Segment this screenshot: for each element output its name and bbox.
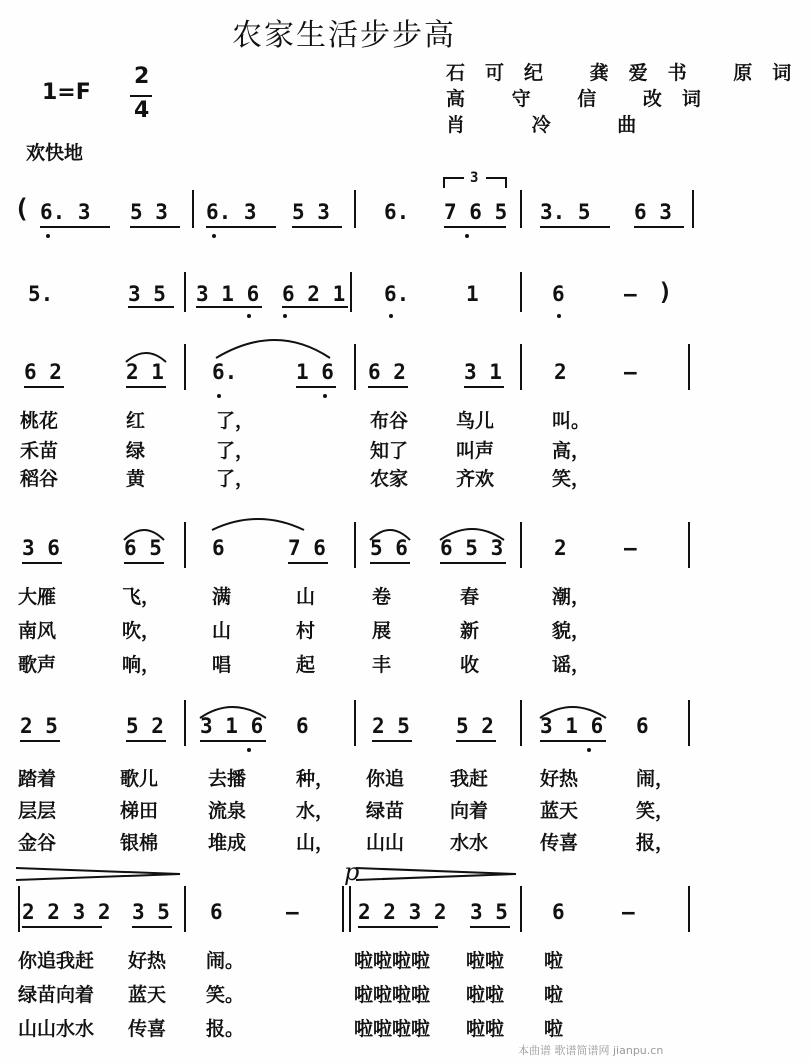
lyric: 了， — [216, 440, 255, 462]
lyric: 报。 — [206, 1018, 245, 1040]
octave-dot — [587, 748, 591, 752]
note: 6 — [210, 900, 223, 924]
note: 2 — [554, 360, 567, 384]
lyric: 山山水水 — [18, 1018, 95, 1040]
rest-dash: — — [624, 360, 637, 384]
lyric: 山， — [296, 832, 335, 854]
note: 5 2 — [456, 714, 494, 738]
watermark: 本曲谱 歌谱简谱网 jianpu.cn — [518, 1044, 664, 1057]
lyric: 啦啦 — [466, 1018, 505, 1040]
lyric: 貌， — [552, 620, 591, 642]
lyric: 农家 — [370, 468, 409, 490]
note: 2 1 — [126, 360, 164, 384]
lyric: 啦啦啦啦 — [354, 950, 431, 972]
lyric: 啦 — [544, 950, 564, 972]
octave-dot — [323, 394, 327, 398]
lyric: 踏着 — [18, 768, 57, 790]
lyric: 传喜 — [128, 1018, 167, 1040]
octave-dot — [247, 314, 251, 318]
note: 3 6 — [22, 536, 60, 560]
lyric: 传喜 — [540, 832, 579, 854]
decrescendo-hairpin — [356, 868, 516, 880]
lyric: 村 — [296, 620, 316, 642]
lyric: 堆成 — [208, 832, 247, 854]
note: 2 2 3 2 — [22, 900, 111, 924]
slur — [440, 529, 504, 540]
rest-dash: — — [624, 536, 637, 560]
lyric: 黄 — [126, 468, 146, 490]
note: 3. 5 — [540, 200, 591, 224]
note: 5 3 — [292, 200, 330, 224]
note: 6 — [636, 714, 649, 738]
tempo-marking: 欢快地 — [26, 142, 84, 164]
lyric: 绿苗向着 — [18, 984, 95, 1006]
lyric: 蓝天 — [540, 800, 579, 822]
lyric: 绿 — [126, 440, 146, 462]
lyric: 银棉 — [120, 832, 159, 854]
note: 6. — [212, 360, 238, 384]
lyric: 你追我赶 — [18, 950, 95, 972]
note: 6 — [552, 900, 565, 924]
note: 7 6 — [288, 536, 326, 560]
lyric: 唱 — [212, 654, 232, 676]
lyric: 稻谷 — [20, 468, 59, 490]
lyric: 飞， — [122, 586, 161, 608]
note: 3 5 — [132, 900, 170, 924]
lyric: 闹， — [636, 768, 675, 790]
dynamic-piano: p — [344, 858, 360, 886]
lyric: 歌声 — [18, 654, 57, 676]
note: 3 1 — [464, 360, 502, 384]
note: 1 6 — [296, 360, 334, 384]
rest-dash: — — [624, 282, 637, 306]
lyric: 金谷 — [18, 832, 57, 854]
octave-dot — [247, 748, 251, 752]
octave-dot — [217, 394, 221, 398]
note: 6 2 1 — [282, 282, 346, 306]
lyric: 你追 — [366, 768, 405, 790]
note: 2 — [554, 536, 567, 560]
lyric: 大雁 — [18, 586, 57, 608]
lyric: 齐欢 — [456, 468, 495, 490]
note: 5. — [28, 282, 54, 306]
lyric: 丰 — [372, 654, 392, 676]
lyric: 水， — [296, 800, 335, 822]
lyric: 禾苗 — [20, 440, 59, 462]
intro-open-paren: ( — [14, 194, 30, 224]
lyric: 种， — [296, 768, 335, 790]
lyric: 笑， — [552, 468, 591, 490]
octave-dot — [283, 314, 287, 318]
note: 6 — [212, 536, 225, 560]
rest-dash: — — [622, 900, 635, 924]
lyric: 鸟儿 — [456, 410, 495, 432]
triplet-number: 3 — [470, 170, 479, 186]
lyric: 水水 — [450, 832, 489, 854]
note: 5 6 — [370, 536, 408, 560]
lyric: 起 — [296, 654, 316, 676]
lyric: 啦 — [544, 1018, 564, 1040]
note: 6 5 3 — [440, 536, 504, 560]
lyric: 好热 — [540, 768, 579, 790]
lyric: 知了 — [370, 440, 409, 462]
note: 6 2 — [24, 360, 62, 384]
lyric: 展 — [372, 620, 392, 642]
lyric: 高， — [552, 440, 591, 462]
lyric: 啦啦啦啦 — [354, 984, 431, 1006]
note: 1 — [466, 282, 479, 306]
lyric: 歌儿 — [120, 768, 159, 790]
lyric: 布谷 — [370, 410, 409, 432]
note: 5 2 — [126, 714, 164, 738]
octave-dot — [212, 234, 216, 238]
lyric: 卷 — [372, 586, 392, 608]
lyric: 好热 — [128, 950, 167, 972]
note: 2 5 — [372, 714, 410, 738]
note: 6. 3 — [206, 200, 257, 224]
lyric: 春 — [460, 586, 480, 608]
key-signature: 1=F — [42, 80, 91, 105]
note: 3 1 6 — [196, 282, 260, 306]
note: 3 1 6 — [200, 714, 264, 738]
slur — [200, 707, 266, 718]
lyric: 新 — [460, 620, 480, 642]
note: 6 5 — [124, 536, 162, 560]
note: 6 2 — [368, 360, 406, 384]
lyric: 啦 — [544, 984, 564, 1006]
slur — [540, 707, 606, 718]
lyric: 红 — [126, 410, 146, 432]
note: 7 6 5 — [444, 200, 508, 224]
lyric: 吹， — [122, 620, 161, 642]
lyric: 潮， — [552, 586, 591, 608]
lyric: 收 — [460, 654, 480, 676]
lyric: 山山 — [366, 832, 405, 854]
lyric: 山 — [212, 620, 232, 642]
time-signature-denominator: 4 — [134, 98, 150, 123]
lyric: 谣， — [552, 654, 591, 676]
credit-revised-lyricist: 高 守 信 改词 — [446, 88, 721, 110]
lyric: 啦啦 — [466, 950, 505, 972]
note: 6 — [552, 282, 565, 306]
lyric: 啦啦 — [466, 984, 505, 1006]
lyric: 桃花 — [20, 410, 59, 432]
lyric: 我赶 — [450, 768, 489, 790]
lyric: 层层 — [18, 800, 57, 822]
decrescendo-hairpin — [16, 868, 180, 880]
triplet-bracket — [444, 178, 506, 188]
intro-close-paren: ) — [658, 278, 673, 306]
octave-dot — [46, 234, 50, 238]
lyric: 了， — [216, 410, 255, 432]
slur — [216, 340, 330, 358]
lyric: 梯田 — [120, 800, 159, 822]
slur — [126, 353, 166, 362]
note: 3 5 — [128, 282, 166, 306]
note: 6 — [296, 714, 309, 738]
note: 5 3 — [130, 200, 168, 224]
note: 3 1 6 — [540, 714, 604, 738]
lyric: 满 — [212, 586, 232, 608]
lyric: 山 — [296, 586, 316, 608]
note: 6. — [384, 200, 410, 224]
note: 6. 3 — [40, 200, 91, 224]
lyric: 响， — [122, 654, 161, 676]
lyric: 了， — [216, 468, 255, 490]
lyric: 南风 — [18, 620, 57, 642]
page-title: 农家生活步步高 — [232, 18, 456, 53]
lyric: 啦啦啦啦 — [354, 1018, 431, 1040]
note: 6. — [384, 282, 410, 306]
lyric: 向着 — [450, 800, 489, 822]
lyric: 蓝天 — [128, 984, 167, 1006]
slur — [370, 530, 410, 540]
slur — [212, 519, 304, 530]
time-signature-numerator: 2 — [134, 64, 150, 89]
note: 6 3 — [634, 200, 672, 224]
octave-dot — [557, 314, 561, 318]
note: 2 5 — [20, 714, 58, 738]
octave-dot — [465, 234, 469, 238]
lyric: 笑， — [636, 800, 675, 822]
lyric: 流泉 — [208, 800, 247, 822]
lyric: 叫。 — [552, 410, 591, 432]
credit-original-lyricists: 石可纪 龚爱书 原词 — [446, 62, 811, 84]
octave-dot — [389, 314, 393, 318]
lyric: 闹。 — [206, 950, 245, 972]
slur — [124, 530, 164, 540]
note: 2 2 3 2 — [358, 900, 447, 924]
note: 3 5 — [470, 900, 508, 924]
rest-dash: — — [286, 900, 299, 924]
lyric: 去播 — [208, 768, 247, 790]
lyric: 笑。 — [206, 984, 245, 1006]
lyric: 叫声 — [456, 440, 495, 462]
lyric: 报， — [636, 832, 675, 854]
lyric: 绿苗 — [366, 800, 405, 822]
credit-composer: 肖 冷 曲 — [446, 114, 667, 136]
